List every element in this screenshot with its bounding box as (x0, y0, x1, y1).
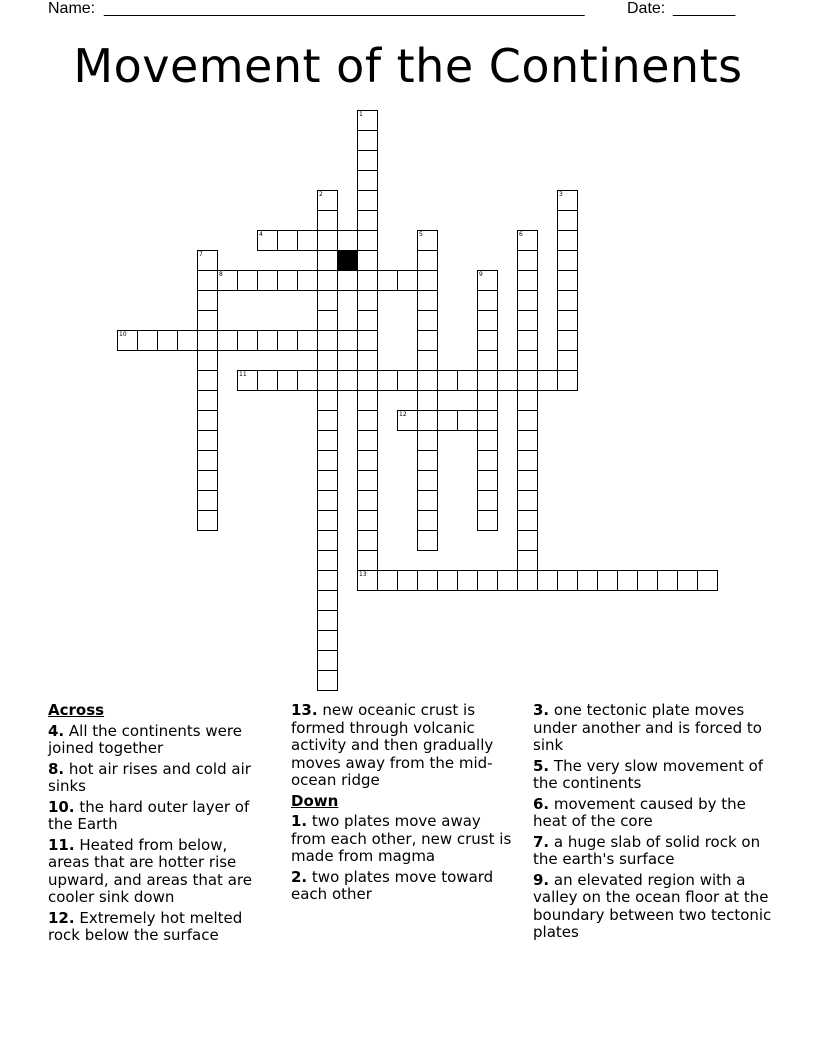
cell-number: 2 (319, 191, 323, 198)
grid-cell[interactable] (397, 270, 418, 291)
clues-column-1 (48, 702, 273, 948)
grid-cell[interactable] (457, 570, 478, 591)
clue-down-1: 1. two plates move away from each other, new crust is made from magma (291, 812, 512, 865)
cell-number: 8 (219, 271, 223, 278)
grid-cell[interactable] (517, 550, 538, 571)
grid-cell[interactable] (317, 330, 338, 351)
grid-cell[interactable] (517, 450, 538, 471)
grid-cell[interactable] (317, 550, 338, 571)
grid-cell[interactable] (517, 350, 538, 371)
grid-cell[interactable] (357, 250, 378, 271)
grid-cell[interactable] (677, 570, 698, 591)
grid-cell[interactable] (197, 290, 218, 311)
grid-cell[interactable] (197, 390, 218, 411)
grid-cell[interactable] (217, 270, 238, 291)
grid-cell[interactable] (477, 450, 498, 471)
grid-cell[interactable] (357, 290, 378, 311)
grid-cell[interactable] (357, 150, 378, 171)
grid-cell[interactable] (317, 370, 338, 391)
grid-cell[interactable] (377, 570, 398, 591)
grid-cell[interactable] (477, 470, 498, 491)
grid-block-cell (337, 250, 358, 271)
clue-down-6: 6. movement caused by the heat of the core (533, 794, 746, 830)
grid-cell[interactable] (477, 390, 498, 411)
grid-cell[interactable] (197, 410, 218, 431)
grid-cell[interactable] (397, 570, 418, 591)
grid-cell[interactable] (557, 190, 578, 211)
clue-across-10: 10. the hard outer layer of the Earth (48, 797, 250, 833)
grid-cell[interactable] (257, 270, 278, 291)
grid-cell[interactable] (437, 370, 458, 391)
grid-cell[interactable] (357, 190, 378, 211)
clue-across-8: 8. hot air rises and cold air sinks (48, 759, 251, 795)
grid-cell[interactable] (337, 270, 358, 291)
grid-cell[interactable] (197, 430, 218, 451)
grid-cell[interactable] (317, 210, 338, 231)
grid-cell[interactable] (357, 430, 378, 451)
cell-number: 10 (119, 331, 127, 338)
across-heading: Across (48, 701, 105, 719)
grid-cell[interactable] (397, 370, 418, 391)
grid-cell[interactable] (317, 570, 338, 591)
clues-column-2 (291, 702, 516, 907)
down-heading: Down (291, 791, 339, 810)
grid-cell[interactable] (417, 390, 438, 411)
grid-cell[interactable] (477, 290, 498, 311)
grid-cell[interactable] (357, 110, 378, 131)
grid-cell[interactable] (537, 370, 558, 391)
grid-cell[interactable] (357, 530, 378, 551)
cell-number: 1 (359, 111, 363, 118)
grid-cell[interactable] (357, 510, 378, 531)
grid-cell[interactable] (477, 310, 498, 331)
cell-number: 7 (199, 251, 203, 258)
grid-cell[interactable] (377, 270, 398, 291)
grid-cell[interactable] (317, 450, 338, 471)
grid-cell[interactable] (197, 350, 218, 371)
grid-cell[interactable] (317, 670, 338, 691)
grid-cell[interactable] (517, 230, 538, 251)
clues-column-3 (533, 702, 773, 945)
name-field[interactable]: ______________________________________________________ (104, 0, 585, 17)
grid-cell[interactable] (417, 470, 438, 491)
grid-cell[interactable] (197, 330, 218, 351)
grid-cell[interactable] (317, 290, 338, 311)
clue-down-7: 7. a huge slab of solid rock on the earth's surface (533, 832, 761, 868)
grid-cell[interactable] (517, 290, 538, 311)
grid-cell[interactable] (297, 230, 318, 251)
grid-cell[interactable] (317, 250, 338, 271)
grid-cell[interactable] (517, 330, 538, 351)
grid-cell[interactable] (517, 570, 538, 591)
grid-cell[interactable] (357, 330, 378, 351)
grid-cell[interactable] (417, 530, 438, 551)
grid-cell[interactable] (317, 350, 338, 371)
grid-cell[interactable] (557, 330, 578, 351)
grid-cell[interactable] (437, 570, 458, 591)
grid-cell[interactable] (557, 290, 578, 311)
grid-cell[interactable] (297, 370, 318, 391)
grid-cell[interactable] (317, 230, 338, 251)
grid-cell[interactable] (237, 330, 258, 351)
grid-cell[interactable] (557, 310, 578, 331)
grid-cell[interactable] (437, 410, 458, 431)
grid-cell[interactable] (257, 370, 278, 391)
grid-cell[interactable] (257, 230, 278, 251)
grid-cell[interactable] (517, 250, 538, 271)
grid-cell[interactable] (317, 650, 338, 671)
grid-cell[interactable] (357, 170, 378, 191)
grid-cell[interactable] (517, 370, 538, 391)
cell-number: 12 (399, 411, 407, 418)
grid-cell[interactable] (217, 330, 238, 351)
date-label: Date: (627, 0, 666, 17)
grid-cell[interactable] (337, 330, 358, 351)
grid-cell[interactable] (317, 430, 338, 451)
grid-cell[interactable] (357, 310, 378, 331)
grid-cell[interactable] (477, 430, 498, 451)
grid-cell[interactable] (317, 510, 338, 531)
cell-number: 11 (239, 371, 247, 378)
grid-cell[interactable] (197, 270, 218, 291)
grid-cell[interactable] (557, 270, 578, 291)
cell-number: 4 (259, 231, 263, 238)
grid-cell[interactable] (157, 330, 178, 351)
grid-cell[interactable] (317, 470, 338, 491)
grid-cell[interactable] (417, 450, 438, 471)
page-title: Movement of the Continents (73, 39, 743, 93)
grid-cell[interactable] (317, 490, 338, 511)
grid-cell[interactable] (197, 450, 218, 471)
grid-cell[interactable] (577, 570, 598, 591)
grid-cell[interactable] (417, 310, 438, 331)
grid-cell[interactable] (277, 270, 298, 291)
grid-cell[interactable] (317, 530, 338, 551)
grid-cell[interactable] (517, 390, 538, 411)
grid-cell[interactable] (197, 490, 218, 511)
grid-cell[interactable] (597, 570, 618, 591)
grid-cell[interactable] (317, 590, 338, 611)
grid-cell[interactable] (297, 270, 318, 291)
grid-cell[interactable] (357, 130, 378, 151)
clue-down-5: 5. The very slow movement of the continents (533, 756, 764, 792)
grid-cell[interactable] (497, 370, 518, 391)
grid-cell[interactable] (357, 370, 378, 391)
grid-cell[interactable] (317, 390, 338, 411)
grid-cell[interactable] (517, 490, 538, 511)
grid-cell[interactable] (417, 370, 438, 391)
grid-cell[interactable] (417, 250, 438, 271)
cell-number: 3 (559, 191, 563, 198)
grid-cell[interactable] (317, 410, 338, 431)
grid-cell[interactable] (417, 510, 438, 531)
grid-cell[interactable] (697, 570, 718, 591)
grid-cell[interactable] (457, 410, 478, 431)
grid-cell[interactable] (517, 310, 538, 331)
grid-cell[interactable] (477, 350, 498, 371)
grid-cell[interactable] (617, 570, 638, 591)
grid-cell[interactable] (417, 230, 438, 251)
grid-cell[interactable] (517, 270, 538, 291)
clue-across-11: 11. Heated from below, areas that are hotter rise upward, and areas that are cooler sink down (48, 835, 252, 906)
grid-cell[interactable] (257, 330, 278, 351)
grid-cell[interactable] (397, 410, 418, 431)
grid-cell[interactable] (557, 570, 578, 591)
grid-cell[interactable] (297, 330, 318, 351)
grid-cell[interactable] (277, 230, 298, 251)
grid-cell[interactable] (557, 250, 578, 271)
grid-cell[interactable] (317, 270, 338, 291)
name-label: Name: (48, 0, 96, 17)
grid-cell[interactable] (137, 330, 158, 351)
grid-cell[interactable] (317, 310, 338, 331)
grid-cell[interactable] (417, 490, 438, 511)
grid-cell[interactable] (637, 570, 658, 591)
grid-cell[interactable] (277, 330, 298, 351)
grid-cell[interactable] (357, 470, 378, 491)
grid-cell[interactable] (357, 230, 378, 251)
grid-cell[interactable] (317, 630, 338, 651)
grid-cell[interactable] (357, 450, 378, 471)
grid-cell[interactable] (477, 270, 498, 291)
grid-cell[interactable] (417, 570, 438, 591)
grid-cell[interactable] (417, 330, 438, 351)
clue-across-4: 4. All the continents were joined together (48, 721, 242, 757)
grid-cell[interactable] (497, 570, 518, 591)
grid-cell[interactable] (557, 210, 578, 231)
grid-cell[interactable] (197, 470, 218, 491)
grid-cell[interactable] (517, 510, 538, 531)
grid-cell[interactable] (537, 570, 558, 591)
grid-cell[interactable] (657, 570, 678, 591)
grid-cell[interactable] (457, 370, 478, 391)
grid-cell[interactable] (197, 310, 218, 331)
grid-cell[interactable] (517, 430, 538, 451)
grid-cell[interactable] (357, 550, 378, 571)
clue-down-2: 2. two plates move toward each other (291, 867, 494, 903)
grid-cell[interactable] (277, 370, 298, 391)
grid-cell[interactable] (117, 330, 138, 351)
grid-cell[interactable] (477, 570, 498, 591)
grid-cell[interactable] (477, 410, 498, 431)
grid-cell[interactable] (317, 610, 338, 631)
cell-number: 6 (519, 231, 523, 238)
clue-down-9: 9. an elevated region with a valley on the ocean floor at the boundary between two tectonic plates (533, 870, 772, 941)
grid-cell[interactable] (357, 390, 378, 411)
grid-cell[interactable] (377, 370, 398, 391)
clue-across-13: 13. new oceanic crust is formed through volcanic activity and then gradually moves away from the mid-ocean ridge (291, 701, 494, 789)
grid-cell[interactable] (197, 370, 218, 391)
grid-cell[interactable] (517, 470, 538, 491)
grid-cell[interactable] (477, 330, 498, 351)
grid-cell[interactable] (557, 350, 578, 371)
grid-cell[interactable] (177, 330, 198, 351)
grid-cell[interactable] (357, 570, 378, 591)
grid-cell[interactable] (357, 410, 378, 431)
grid-cell[interactable] (517, 530, 538, 551)
grid-cell[interactable] (417, 290, 438, 311)
clue-down-3: 3. one tectonic plate moves under another and is forced to sink (533, 701, 762, 754)
grid-cell[interactable] (357, 270, 378, 291)
cell-number: 9 (479, 271, 483, 278)
grid-cell[interactable] (557, 230, 578, 251)
grid-cell[interactable] (357, 350, 378, 371)
grid-cell[interactable] (417, 410, 438, 431)
grid-cell[interactable] (517, 410, 538, 431)
grid-cell[interactable] (557, 370, 578, 391)
grid-cell[interactable] (477, 490, 498, 511)
clue-across-12: 12. Extremely hot melted rock below the surface (48, 908, 243, 944)
grid-cell[interactable] (417, 270, 438, 291)
grid-cell[interactable] (197, 250, 218, 271)
cell-number: 13 (359, 571, 367, 578)
date-field[interactable]: _______ (673, 0, 736, 17)
grid-cell[interactable] (477, 510, 498, 531)
grid-cell[interactable] (417, 430, 438, 451)
grid-cell[interactable] (317, 190, 338, 211)
grid-cell[interactable] (477, 370, 498, 391)
grid-cell[interactable] (237, 270, 258, 291)
cell-number: 5 (419, 231, 423, 238)
grid-cell[interactable] (337, 230, 358, 251)
grid-cell[interactable] (197, 510, 218, 531)
grid-cell[interactable] (337, 370, 358, 391)
grid-cell[interactable] (417, 350, 438, 371)
grid-cell[interactable] (357, 490, 378, 511)
grid-cell[interactable] (357, 210, 378, 231)
grid-cell[interactable] (237, 370, 258, 391)
